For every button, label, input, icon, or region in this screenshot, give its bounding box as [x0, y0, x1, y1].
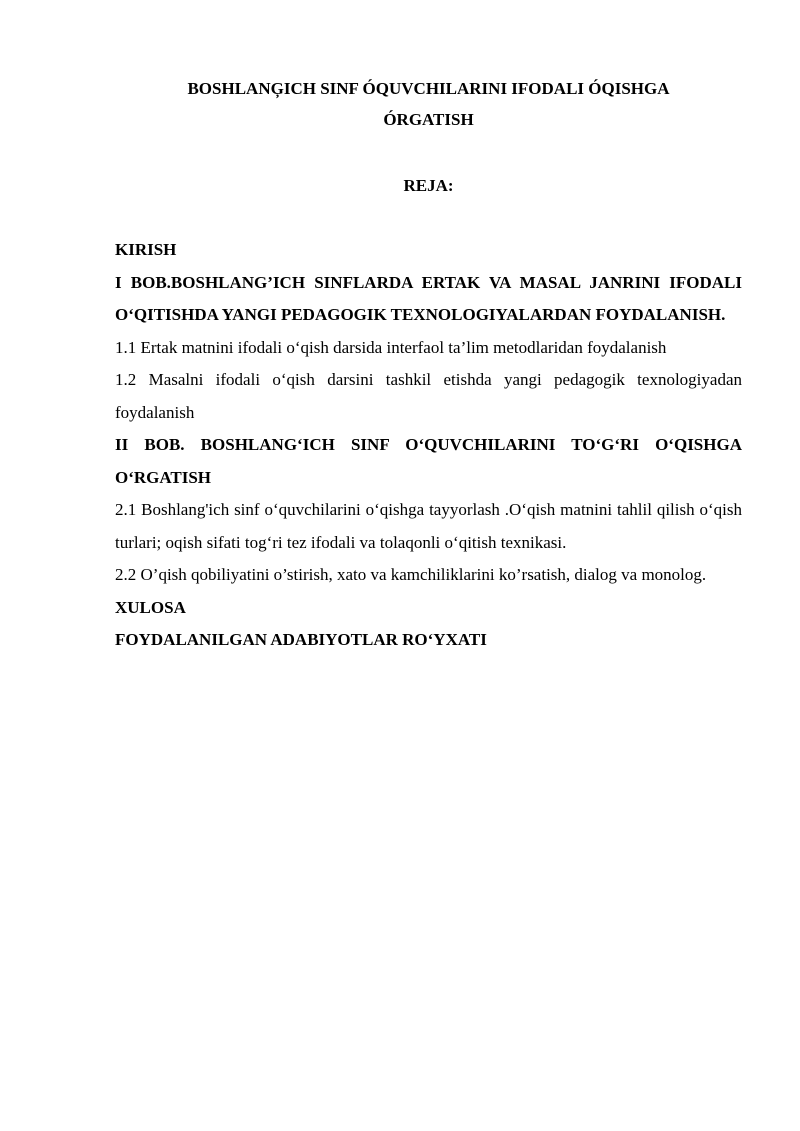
toc-item-section-2-2: 2.2 O’qish qobiliyatini o’stirish, xato va kamchiliklarini ko’rsatish, dialog va monolog.	[115, 565, 707, 584]
document-title-line1: BOSHLANĢICH SINF ÓQUVCHILARINI IFODALI ÓQISHGA	[187, 79, 670, 98]
plan-heading: REJA:	[403, 176, 454, 195]
toc-item-conclusion: XULOSA	[115, 597, 186, 617]
document-title-line2: ÓRGATISH	[383, 110, 474, 129]
toc-item-references: FOYDALANILGAN ADABIYOTLAR RO‘YXATI	[115, 630, 487, 649]
table-of-contents	[115, 234, 742, 657]
toc-item-section-1-1: 1.1 Ertak matnini ifodali o‘qish darsida interfaol ta’lim metodlaridan foydalanish	[115, 337, 667, 357]
toc-item-section-1-2: 1.2 Masalni ifodali o‘qish darsini tashkil etishda yangi pedagogik texnologiyadan foydalanish	[115, 370, 742, 422]
toc-item-chapter-2: II BOB. BOSHLANG‘ICH SINF O‘QUVCHILARINI TO‘G‘RI O‘QISHGA O‘RGATISH	[115, 435, 742, 487]
toc-item-intro: KIRISH	[115, 240, 177, 259]
toc-item-section-2-1: 2.1 Boshlang'ich sinf o‘quvchilarini o‘qishga tayyorlash .O‘qish matnini tahlil qilish o‘qish turlari; oqish sifati tog‘ri tez ifodali va tolaqonli o‘qitish texnikasi.	[115, 500, 742, 552]
toc-item-chapter-1: I BOB.BOSHLANG’ICH SINFLARDA ERTAK VA MASAL JANRINI IFODALI O‘QITISHDA YANGI PEDAGOGIK TEXNOLOGIYALARDAN FOYDALANISH.	[115, 272, 742, 324]
